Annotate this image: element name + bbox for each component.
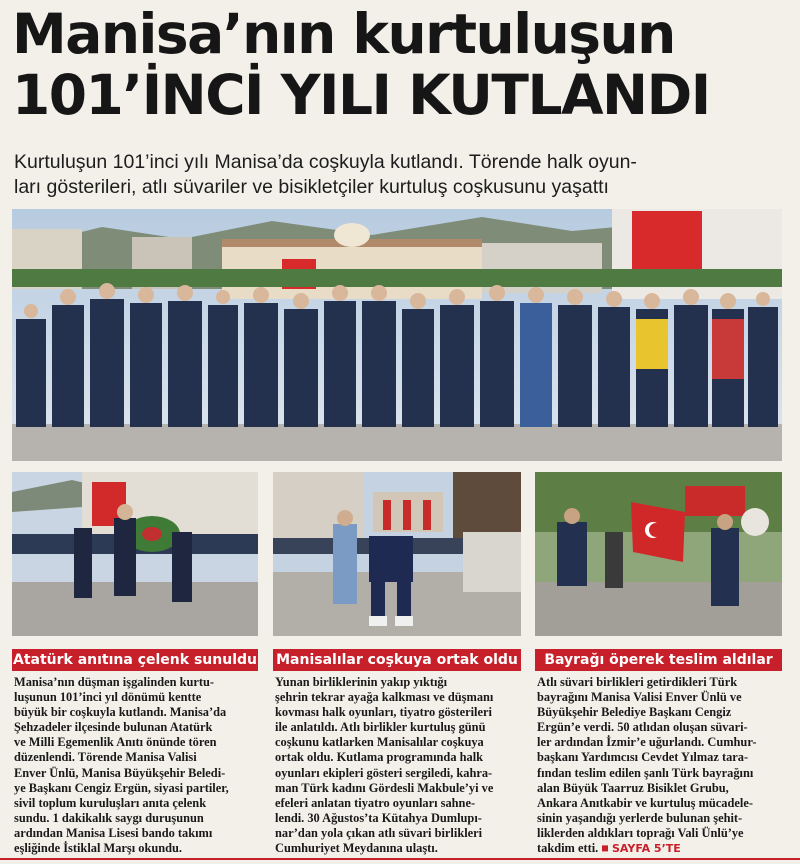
col1-line: Şehzadeler ilçesinde bulunan Atatürk xyxy=(14,720,213,735)
col1-line: ardından Manisa Lisesi bando takımı xyxy=(14,825,213,840)
col2-line: man Türk kadını Gördesli Makbule’yi ve xyxy=(275,780,494,795)
col3-line: Ankara Anıtkabir ve kurtuluş mücadele- xyxy=(537,795,753,810)
col2-line: kovması halk oyunları, tiyatro gösterileri xyxy=(275,705,492,720)
col3-line: Ergün’e verdi. 50 atlıdan oluşan süvari- xyxy=(537,720,748,735)
subheadline xyxy=(14,150,790,200)
col3-line: ler ardından İzmir’e uğurlandı. Cumhur- xyxy=(537,735,757,750)
col3-line xyxy=(537,841,782,856)
col3-line: alan Büyük Taarruz Bisiklet Grubu, xyxy=(537,780,729,795)
section-heading-wreath: Atatürk anıtına çelenk sunuldu xyxy=(12,649,258,671)
col1-line: Manisa’nın düşman işgalinden kurtu- xyxy=(14,675,215,689)
col3-line: liklerden aldıkları toprağı Vali Ünlü’ye xyxy=(537,825,744,840)
photo-soldiers-show xyxy=(273,472,521,636)
bottom-rule xyxy=(0,858,800,860)
subhead-line-1: Kurtuluşun 101’inci yılı Manisa’da coşkuyla kutlandı. Törende halk oyun- xyxy=(14,151,637,173)
col3-line: bayrağını Manisa Valisi Enver Ünlü ve xyxy=(537,690,742,705)
col1-line: düzenlendi. Törende Manisa Valisi xyxy=(14,750,197,765)
col2-line: nar’dan yola çıkan atlı süvari birlikleri xyxy=(275,825,483,840)
col3-last-line: takdim etti. xyxy=(537,841,599,856)
col2-line: şehrin tekrar ayağa kalkması ve düşmanı xyxy=(275,690,494,705)
col1-line: luşunun 101’inci yıl dönümü kentte xyxy=(14,690,202,705)
col1-line: Enver Ünlü, Manisa Büyükşehir Beledi- xyxy=(14,765,226,780)
col1-line: eşliğinde İstiklal Marşı okundu. xyxy=(14,841,183,856)
col2-line: ortak oldu. Kutlama programında halk xyxy=(275,750,484,765)
col1-line: ve Milli Egemenlik Anıtı önünde tören xyxy=(14,735,217,750)
article-column-3 xyxy=(537,675,782,855)
headline xyxy=(12,4,788,126)
col2-line: Yunan birliklerinin yakıp yıktığı xyxy=(275,675,448,689)
col2-line: efeleri anlatan tiyatro oyunları sahne- xyxy=(275,795,476,810)
col2-line: oyunları ekipleri gösteri sergiledi, kahra- xyxy=(275,765,493,780)
col3-line: fından teslim edilen şanlı Türk bayrağını xyxy=(537,765,754,780)
article-column-2 xyxy=(275,675,521,855)
col1-line: sundu. 1 dakikalık saygı duruşunun xyxy=(14,810,204,825)
headline-line-1: Manisa’nın kurtuluşun xyxy=(12,2,675,66)
section-heading-crowd: Manisalılar coşkuya ortak oldu xyxy=(273,649,521,671)
headline-line-2: 101’İNCİ YILI KUTLANDI xyxy=(12,63,710,127)
page-ref-square-icon: ■ xyxy=(601,841,609,856)
col3-line: sinin yaşandığı yerlerde bulunan şehit- xyxy=(537,810,743,825)
col3-line: başkanı Yardımcısı Cevdet Yılmaz tara- xyxy=(537,750,749,765)
col3-line: Büyükşehir Belediye Başkanı Cengiz xyxy=(537,705,732,720)
col2-line: Cumhuriyet Meydanına ulaştı. xyxy=(275,841,438,856)
article-column-1 xyxy=(14,675,258,855)
photo-wreath-ceremony xyxy=(12,472,258,636)
main-photo-ceremony xyxy=(12,209,782,461)
col2-line: ile anlatıldı. Atlı birlikler kurtuluş günü xyxy=(275,720,486,735)
col3-line: Atlı süvari birlikleri getirdikleri Türk xyxy=(537,675,738,689)
photo-flag-handover xyxy=(535,472,782,636)
col2-line: lendi. 30 Ağustos’ta Kütahya Dumlupı- xyxy=(275,810,482,825)
col1-line: sivil toplum kuruluşları anıta çelenk xyxy=(14,795,207,810)
page-reference: SAYFA 5’TE xyxy=(611,842,681,856)
col2-line: coşkunu katlarken Manisalılar coşkuya xyxy=(275,735,484,750)
subhead-line-2: ları gösterileri, atlı süvariler ve bisikletçiler kurtuluş coşkusunu yaşattı xyxy=(14,176,609,198)
col1-line: ye Başkanı Cengiz Ergün, siyasi partiler, xyxy=(14,780,229,795)
col1-line: büyük bir coşkuyla kutlandı. Manisa’da xyxy=(14,705,227,720)
section-heading-flag: Bayrağı öperek teslim aldılar xyxy=(535,649,782,671)
